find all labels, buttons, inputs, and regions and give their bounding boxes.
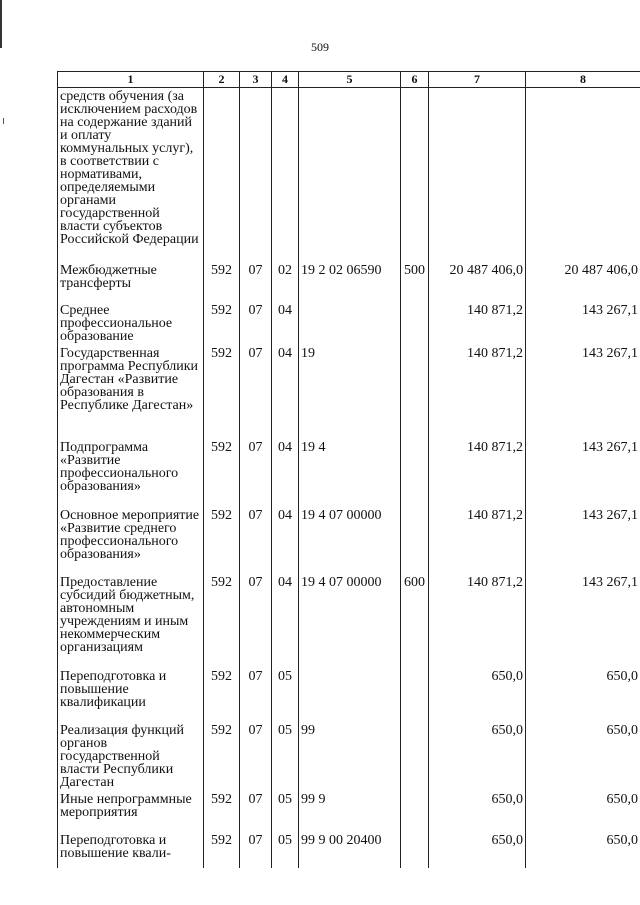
header-col-3: 3 — [240, 72, 272, 88]
row-target-article — [299, 302, 401, 345]
row-ministry: 592 — [204, 791, 240, 832]
header-col-2: 2 — [204, 72, 240, 88]
table-row — [58, 439, 640, 507]
row-target-article — [299, 88, 401, 262]
row-amount-year2: 143 267,1 — [526, 439, 640, 507]
row-target-article: 19 4 07 00000 — [299, 507, 401, 574]
row-ministry: 592 — [204, 507, 240, 574]
row-expense-type — [401, 439, 429, 507]
row-target-article: 19 2 02 06590 — [299, 262, 401, 302]
row-name: Реализация функций органов государственной власти Республики Дагестан — [58, 722, 204, 791]
row-name: Подпрограмма «Развитие профессионального образования» — [58, 439, 204, 507]
table-row — [58, 345, 640, 439]
row-ministry: 592 — [204, 832, 240, 868]
row-ministry — [204, 88, 240, 262]
row-subsection: 04 — [272, 439, 299, 507]
row-name: Иные непрограммные мероприятия — [58, 791, 204, 832]
table-row — [58, 507, 640, 574]
row-target-article: 99 — [299, 722, 401, 791]
row-name: Межбюджетные трансферты — [58, 262, 204, 302]
row-subsection: 04 — [272, 507, 299, 574]
row-name: Переподготовка и повышение квалификации — [58, 668, 204, 722]
row-amount-year1: 140 871,2 — [429, 302, 526, 345]
row-subsection: 02 — [272, 262, 299, 302]
page-number: 509 — [311, 40, 329, 54]
row-amount-year2: 143 267,1 — [526, 574, 640, 668]
row-subsection: 05 — [272, 832, 299, 868]
row-amount-year1: 20 487 406,0 — [429, 262, 526, 302]
table-row — [58, 262, 640, 302]
row-section: 07 — [240, 439, 272, 507]
header-col-7: 7 — [429, 72, 526, 88]
row-section: 07 — [240, 574, 272, 668]
row-amount-year2: 143 267,1 — [526, 507, 640, 574]
row-section: 07 — [240, 302, 272, 345]
row-subsection: 04 — [272, 345, 299, 439]
table-row — [58, 791, 640, 832]
row-amount-year2: 650,0 — [526, 832, 640, 868]
row-expense-type — [401, 88, 429, 262]
row-amount-year1: 650,0 — [429, 832, 526, 868]
table-row — [58, 722, 640, 791]
header-col-6: 6 — [401, 72, 429, 88]
row-amount-year1: 650,0 — [429, 791, 526, 832]
row-expense-type: 600 — [401, 574, 429, 668]
row-section — [240, 88, 272, 262]
row-expense-type — [401, 302, 429, 345]
row-amount-year1: 650,0 — [429, 722, 526, 791]
row-amount-year1 — [429, 88, 526, 262]
row-amount-year1: 140 871,2 — [429, 345, 526, 439]
scan-mark — [3, 118, 4, 124]
row-expense-type — [401, 507, 429, 574]
row-target-article: 19 4 — [299, 439, 401, 507]
row-section: 07 — [240, 507, 272, 574]
row-target-article: 99 9 00 20400 — [299, 832, 401, 868]
row-name: Предоставление субсидий бюджетным, автономным учреждениям и иным некоммерческим организациям — [58, 574, 204, 668]
row-section: 07 — [240, 262, 272, 302]
row-subsection — [272, 88, 299, 262]
row-name: Основное мероприятие «Развитие среднего профессионального образования» — [58, 507, 204, 574]
budget-table — [57, 71, 640, 868]
row-amount-year2: 650,0 — [526, 722, 640, 791]
row-subsection: 04 — [272, 302, 299, 345]
row-amount-year2: 650,0 — [526, 791, 640, 832]
table-row — [58, 668, 640, 722]
row-section: 07 — [240, 722, 272, 791]
row-name: Среднее профессиональное образование — [58, 302, 204, 345]
row-expense-type — [401, 832, 429, 868]
row-ministry: 592 — [204, 302, 240, 345]
row-target-article: 99 9 — [299, 791, 401, 832]
row-amount-year2 — [526, 88, 640, 262]
header-row — [58, 72, 640, 88]
row-subsection: 05 — [272, 668, 299, 722]
row-ministry: 592 — [204, 345, 240, 439]
row-subsection: 04 — [272, 574, 299, 668]
row-name: Переподготовка и повышение квали- — [58, 832, 204, 868]
row-amount-year1: 140 871,2 — [429, 574, 526, 668]
row-target-article: 19 4 07 00000 — [299, 574, 401, 668]
row-amount-year1: 650,0 — [429, 668, 526, 722]
row-amount-year2: 650,0 — [526, 668, 640, 722]
row-amount-year2: 20 487 406,0 — [526, 262, 640, 302]
row-target-article — [299, 668, 401, 722]
row-ministry: 592 — [204, 668, 240, 722]
header-col-8: 8 — [526, 72, 640, 88]
row-name: Государственная программа Республики Дагестан «Развитие образования в Республике Дагестан» — [58, 345, 204, 439]
row-amount-year1: 140 871,2 — [429, 507, 526, 574]
header-col-5: 5 — [299, 72, 401, 88]
table-row — [58, 88, 640, 262]
row-target-article: 19 — [299, 345, 401, 439]
row-section: 07 — [240, 791, 272, 832]
row-expense-type — [401, 345, 429, 439]
row-ministry: 592 — [204, 262, 240, 302]
row-amount-year2: 143 267,1 — [526, 302, 640, 345]
row-expense-type — [401, 722, 429, 791]
row-subsection: 05 — [272, 791, 299, 832]
row-amount-year1: 140 871,2 — [429, 439, 526, 507]
row-ministry: 592 — [204, 574, 240, 668]
table-row — [58, 832, 640, 868]
table-row — [58, 574, 640, 668]
row-expense-type — [401, 668, 429, 722]
row-ministry: 592 — [204, 722, 240, 791]
row-expense-type: 500 — [401, 262, 429, 302]
row-section: 07 — [240, 668, 272, 722]
row-subsection: 05 — [272, 722, 299, 791]
table-row — [58, 302, 640, 345]
row-expense-type — [401, 791, 429, 832]
row-section: 07 — [240, 832, 272, 868]
header-col-1: 1 — [58, 72, 204, 88]
header-col-4: 4 — [272, 72, 299, 88]
row-name: средств обучения (за исключением расходов на содержание зданий и оплату коммунальных услуг), в соответствии с нормативами, определяемыми органами государственной власти субъектов Российской Федерации — [58, 88, 204, 262]
row-amount-year2: 143 267,1 — [526, 345, 640, 439]
row-section: 07 — [240, 345, 272, 439]
row-ministry: 592 — [204, 439, 240, 507]
